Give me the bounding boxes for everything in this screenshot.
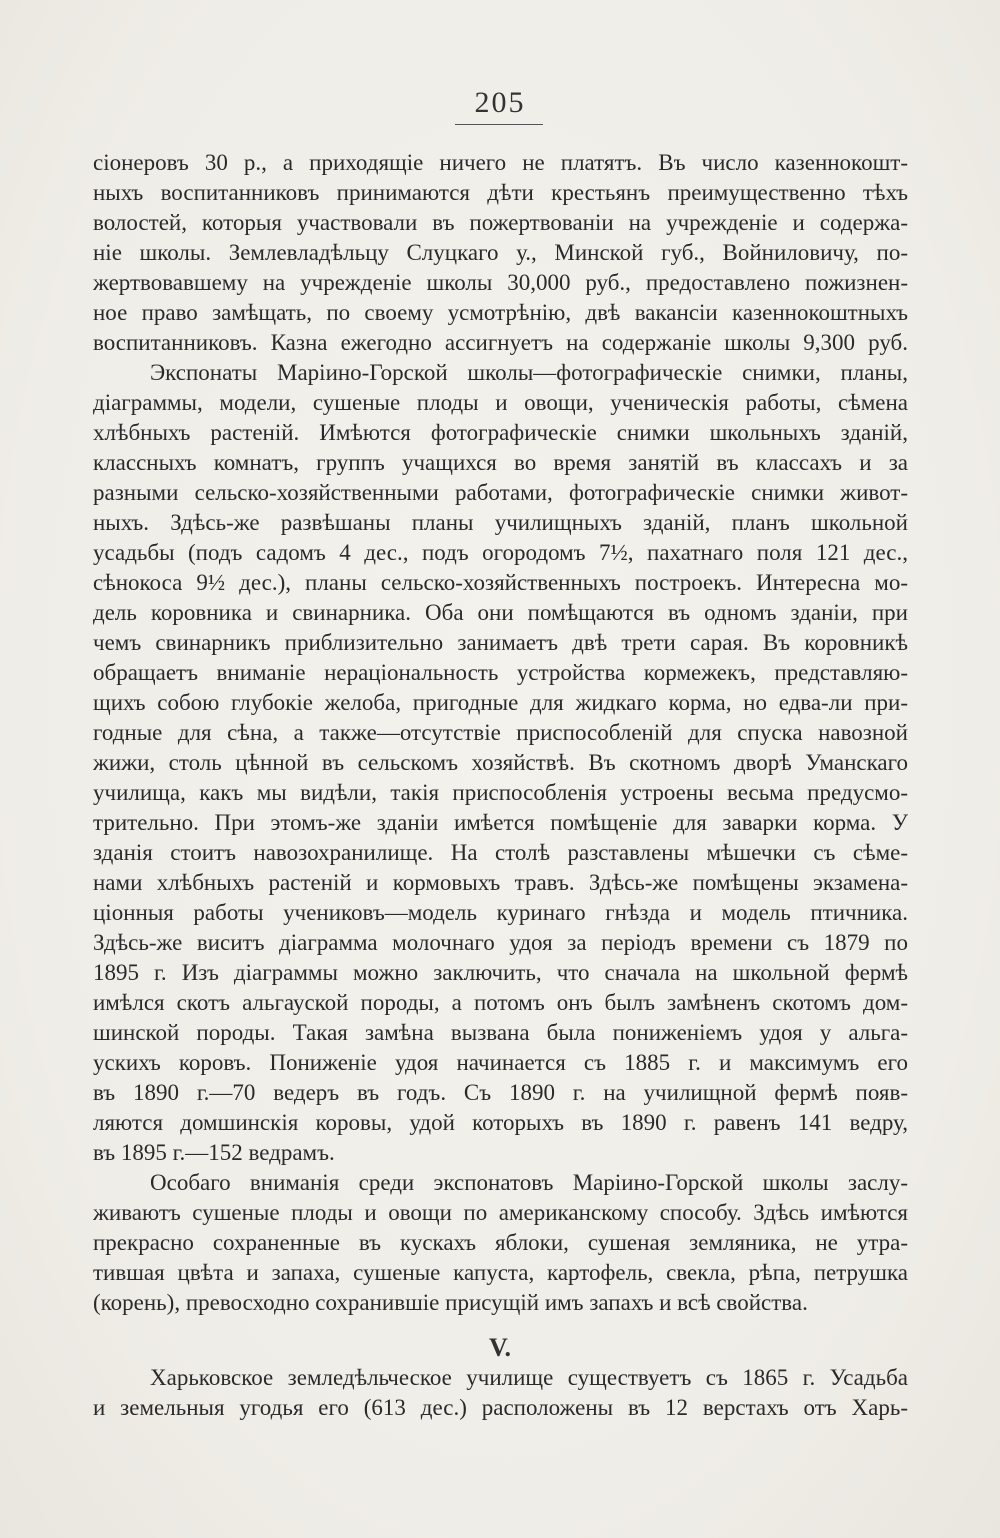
- page-number: 205: [474, 86, 526, 119]
- text-line: и земельныя угодья его (613 дес.) расположены въ 12 верстахъ отъ Харь-: [93, 1395, 908, 1420]
- text-line: ніе школы. Землевладѣльцу Слуцкаго у., Минской губ., Войниловичу, по-: [93, 240, 908, 265]
- text-line: усадьбы (подъ садомъ 4 дес., подъ огородомъ 7½, пахатнаго поля 121 дес.,: [93, 540, 908, 565]
- text-line: годные для сѣна, а также—отсутствіе приспособленій для спуска навозной: [93, 720, 908, 745]
- text-line: нами хлѣбныхъ растеній и кормовыхъ травъ. Здѣсь-же помѣщены экзамена-: [93, 870, 908, 895]
- text-line: ныхъ воспитанниковъ принимаются дѣти крестьянъ преимущественно тѣхъ: [93, 180, 908, 205]
- paragraph: [93, 358, 908, 1168]
- text-line: имѣлся скотъ альгауской породы, а потомъ онъ былъ замѣненъ скотомъ дом-: [93, 990, 908, 1015]
- paragraph: [93, 148, 908, 358]
- text-line: ляются домшинскія коровы, удой которыхъ въ 1890 г. равенъ 141 ведру,: [93, 1110, 908, 1135]
- text-line: сѣнокоса 9½ дес.), планы сельско-хозяйственныхъ построекъ. Интересна мо-: [93, 570, 908, 595]
- header-rule: [455, 124, 543, 125]
- text-line: Здѣсь-же виситъ діаграмма молочнаго удоя за періодъ времени съ 1879 по: [93, 930, 908, 955]
- text-line: чемъ свинарникъ приблизительно занимаетъ двѣ трети сарая. Въ коровникѣ: [93, 630, 908, 655]
- text-line: Особаго вниманія среди экспонатовъ Маріино-Горской школы заслу-: [150, 1170, 908, 1195]
- text-line: разными сельско-хозяйственными работами, фотографическіе снимки живот-: [93, 480, 908, 505]
- text-line: хлѣбныхъ растеній. Имѣются фотографическіе снимки школьныхъ зданій,: [93, 420, 908, 445]
- text-line: ціонныя работы учениковъ—модель куринаго гнѣзда и модель птичника.: [93, 900, 908, 925]
- text-line: ускихъ коровъ. Пониженіе удоя начинается съ 1885 г. и максимумъ его: [93, 1050, 908, 1075]
- text-line: дель коровника и свинарника. Оба они помѣщаются въ одномъ зданіи, при: [93, 600, 908, 625]
- text-line: волостей, которыя участвовали въ пожертвованіи на учрежденіе и содержа-: [93, 210, 908, 235]
- text-line: жижи, столь цѣнной въ сельскомъ хозяйствѣ. Въ скотномъ дворѣ Уманскаго: [93, 750, 908, 775]
- text-line: ныхъ. Здѣсь-же развѣшаны планы училищныхъ зданій, планъ школьной: [93, 510, 908, 535]
- text-line: Экспонаты Маріино-Горской школы—фотографическіе снимки, планы,: [150, 360, 908, 385]
- text-line: трительно. При этомъ-же зданіи имѣется помѣщеніе для заварки корма. У: [93, 810, 908, 835]
- text-line: въ 1890 г.—70 ведеръ въ годъ. Съ 1890 г. на училищной фермѣ появ-: [93, 1080, 908, 1105]
- text-line: щихъ собою глубокіе желоба, пригодные для жидкаго корма, но едва-ли при-: [93, 690, 908, 715]
- text-line: (корень), превосходно сохранившіе присущій имъ запахъ и всѣ свойства.: [93, 1290, 808, 1315]
- text-line: классныхъ комнатъ, группъ учащихся во время занятій въ классахъ и за: [93, 450, 908, 475]
- text-line: зданія стоитъ навозохранилище. На столѣ разставлены мѣшечки съ сѣме-: [93, 840, 908, 865]
- text-line: тившая цвѣта и запаха, сушеные капуста, картофель, свекла, рѣпа, петрушка: [93, 1260, 908, 1285]
- text-line: діаграммы, модели, сушеные плоды и овощи, ученическія работы, сѣмена: [93, 390, 908, 415]
- text-line: училища, какъ мы видѣли, такія приспособленія устроены весьма предусмо-: [93, 780, 908, 805]
- text-line: жертвовавшему на учрежденіе школы 30,000 руб., предоставлено пожизнен-: [93, 270, 908, 295]
- paragraph: [93, 1168, 908, 1318]
- section-text: [93, 1363, 908, 1423]
- text-line: шинской породы. Такая замѣна вызвана была пониженіемъ удоя у альга-: [93, 1020, 908, 1045]
- text-line: въ 1895 г.—152 ведрамъ.: [93, 1140, 335, 1165]
- section-heading: V.: [489, 1333, 511, 1362]
- text-line: 1895 г. Изъ діаграммы можно заключить, что сначала на школьной фермѣ: [93, 960, 908, 985]
- text-line: воспитанниковъ. Казна ежегодно ассигнуетъ на содержаніе школы 9,300 руб.: [93, 330, 908, 355]
- text-line: ное право замѣщать, по своему усмотрѣнію, двѣ вакансіи казеннокоштныхъ: [93, 300, 908, 325]
- text-line: Харьковское земледѣльческое училище существуетъ съ 1865 г. Усадьба: [150, 1365, 908, 1390]
- main-text: [93, 148, 908, 1318]
- text-line: прекрасно сохраненные въ кускахъ яблоки, сушеная земляника, не утра-: [93, 1230, 908, 1255]
- text-line: обращаетъ вниманіе нераціональность устройства кормежекъ, представляю-: [93, 660, 908, 685]
- text-line: сіонеровъ 30 р., а приходящіе ничего не платятъ. Въ число казеннокошт-: [93, 150, 908, 175]
- text-line: живаютъ сушеные плоды и овощи по американскому способу. Здѣсь имѣются: [93, 1200, 908, 1225]
